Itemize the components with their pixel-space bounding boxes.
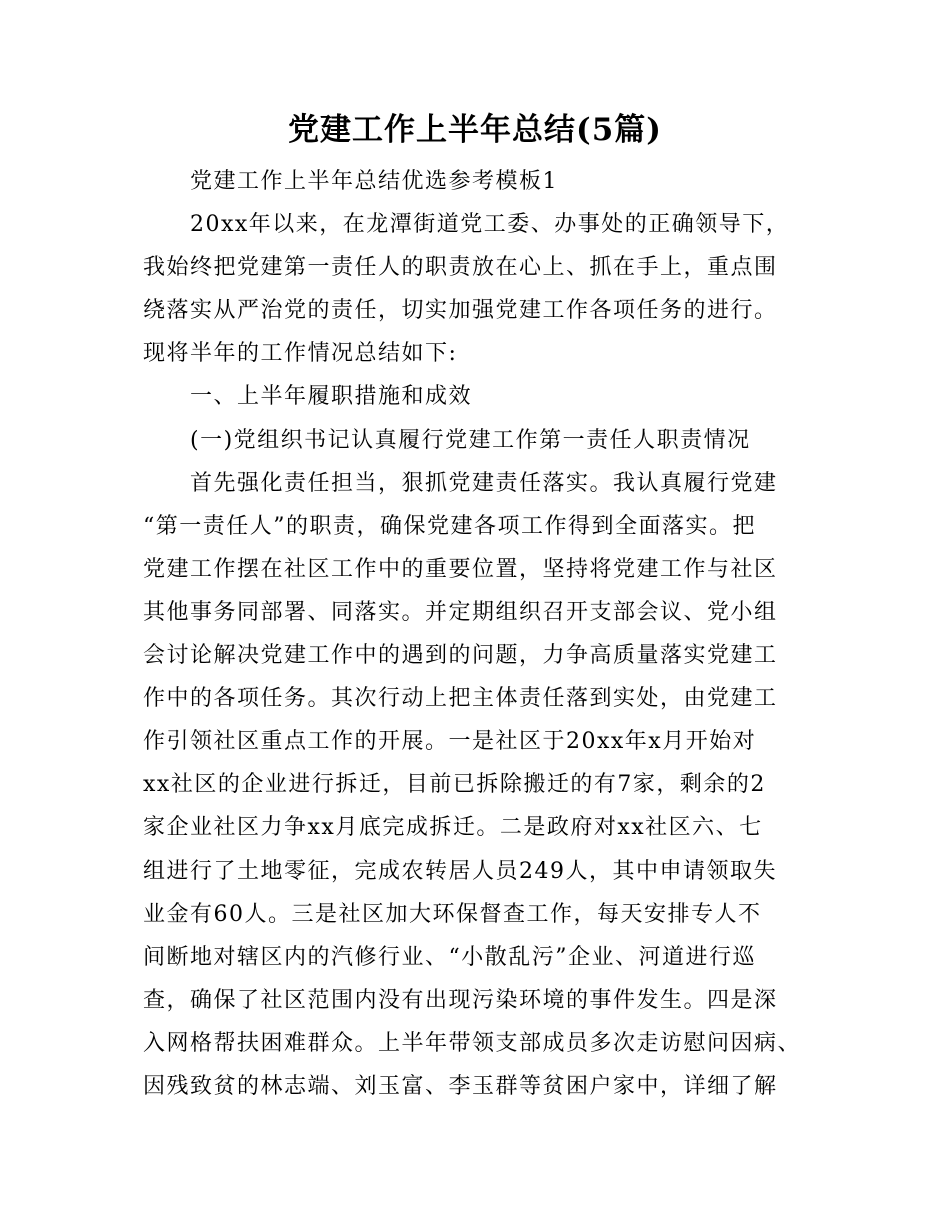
paragraph-line: xx社区的企业进行拆迁，目前已拆除搬迁的有7家，剩余的2 xyxy=(143,772,766,797)
paragraph-line: 首先强化责任担当，狠抓党建责任落实。我认真履行党建 xyxy=(190,471,778,496)
paragraph-line: 查，确保了社区范围内没有出现污染环境的事件发生。四是深 xyxy=(143,988,778,1013)
paragraph-line: 业金有60人。三是社区加大环保督查工作，每天安排专人不 xyxy=(143,902,762,927)
paragraph-line: 因残致贫的林志端、刘玉富、李玉群等贫困户家中，详细了解 xyxy=(143,1074,778,1099)
paragraph-line: 现将半年的工作情况总结如下: xyxy=(143,341,458,366)
paragraph-line: 我始终把党建第一责任人的职责放在心上、抓在手上，重点围 xyxy=(143,255,778,280)
paragraph-line: “第一责任人”的职责，确保党建各项工作得到全面落实。把 xyxy=(143,514,756,539)
paragraph-line: 家企业社区力争xx月底完成拆迁。二是政府对xx社区六、七 xyxy=(143,815,763,840)
paragraph-line-subtitle: 党建工作上半年总结优选参考模板1 xyxy=(190,169,558,194)
paragraph-line: 其他事务同部署、同落实。并定期组织召开支部会议、党小组 xyxy=(143,600,778,625)
paragraph-line: 组进行了土地零征，完成农转居人员249人，其中申请领取失 xyxy=(143,859,777,884)
paragraph-line: 会讨论解决党建工作中的遇到的问题，力争高质量落实党建工 xyxy=(143,643,778,668)
paragraph-line: 党建工作摆在社区工作中的重要位置，坚持将党建工作与社区 xyxy=(143,557,778,582)
document-title: 党建工作上半年总结(5篇) xyxy=(288,112,662,148)
paragraph-line: 20xx年以来，在龙潭街道党工委、办事处的正确领导下， xyxy=(190,212,790,237)
paragraph-line: 作引领社区重点工作的开展。一是社区于20xx年x月开始对 xyxy=(143,729,757,754)
paragraph-line: 作中的各项任务。其次行动上把主体责任落到实处，由党建工 xyxy=(143,686,778,711)
paragraph-line: 入网格帮扶困难群众。上半年带领支部成员多次走访慰问因病、 xyxy=(143,1031,802,1056)
subsection-heading: (一)党组织书记认真履行党建工作第一责任人职责情况 xyxy=(190,428,751,453)
paragraph-line: 间断地对辖区内的汽修行业、“小散乱污”企业、河道进行巡 xyxy=(143,945,756,970)
section-heading: 一、上半年履职措施和成效 xyxy=(190,384,473,409)
paragraph-line: 绕落实从严治党的责任，切实加强党建工作各项任务的进行。 xyxy=(143,298,778,323)
